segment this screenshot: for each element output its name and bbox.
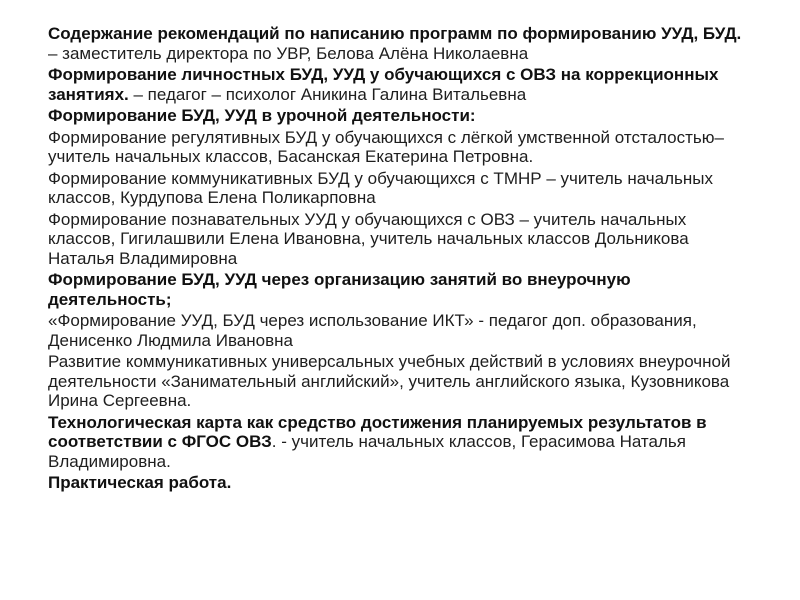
- list-item: [48, 128, 753, 167]
- item-text: «Формирование УУД, БУД через использование ИКТ» - педагог доп. образования, Денисенко Людмила Ивановна: [48, 311, 697, 350]
- item-text: Формирование коммуникативных БУД у обучающихся с ТМНР – учитель начальных классов, Курдупова Елена Поликарповна: [48, 168, 714, 207]
- item-text: Формирование регулятивных БУД у обучающихся с лёгкой умственной отсталостью– учитель начальных классов, Басанская Екатерина Петровна.: [48, 127, 724, 166]
- item-heading: Практическая работа.: [48, 473, 232, 492]
- item-text: Развитие коммуникативных универсальных учебных действий в условиях внеурочной деятельности «Занимательный английский», учитель английского языка, Кузовникова Ирина Сергеевна.: [48, 352, 731, 410]
- item-heading: Формирование БУД, УУД в урочной деятельности:: [48, 106, 476, 125]
- item-heading: Формирование БУД, УУД через организацию занятий во внеурочную деятельность;: [48, 270, 631, 309]
- item-text: . - учитель начальных классов, Герасимова Наталья Владимировна.: [48, 432, 686, 471]
- list-item: [48, 210, 753, 269]
- list-item: [48, 65, 753, 104]
- item-heading: Формирование личностных БУД, УУД у обучающихся с ОВЗ на коррекционных занятиях.: [48, 65, 719, 104]
- slide-content: [48, 24, 753, 495]
- list-item: [48, 352, 753, 411]
- item-text: – педагог – психолог Аникина Галина Витальевна: [128, 84, 527, 104]
- item-heading: Технологическая карта как средство достижения планируемых результатов в соответствии с ФГОС ОВЗ: [48, 412, 707, 451]
- list-item: [48, 169, 753, 208]
- item-text: Формирование познавательных УУД у обучающихся с ОВЗ – учитель начальных классов, Гигилашвили Елена Ивановна, учитель начальных классов Дольникова Наталья Владимировна: [48, 209, 689, 268]
- item-text: – заместитель директора по УВР, Белова Алёна Николаевна: [48, 43, 529, 63]
- list-item: [48, 311, 753, 350]
- list-item: [48, 413, 753, 472]
- list-item: [48, 270, 753, 309]
- item-heading: Содержание рекомендаций по написанию программ по формированию УУД, БУД.: [48, 24, 742, 43]
- list-item: [48, 473, 753, 493]
- list-item: [48, 106, 753, 126]
- list-item: [48, 24, 753, 63]
